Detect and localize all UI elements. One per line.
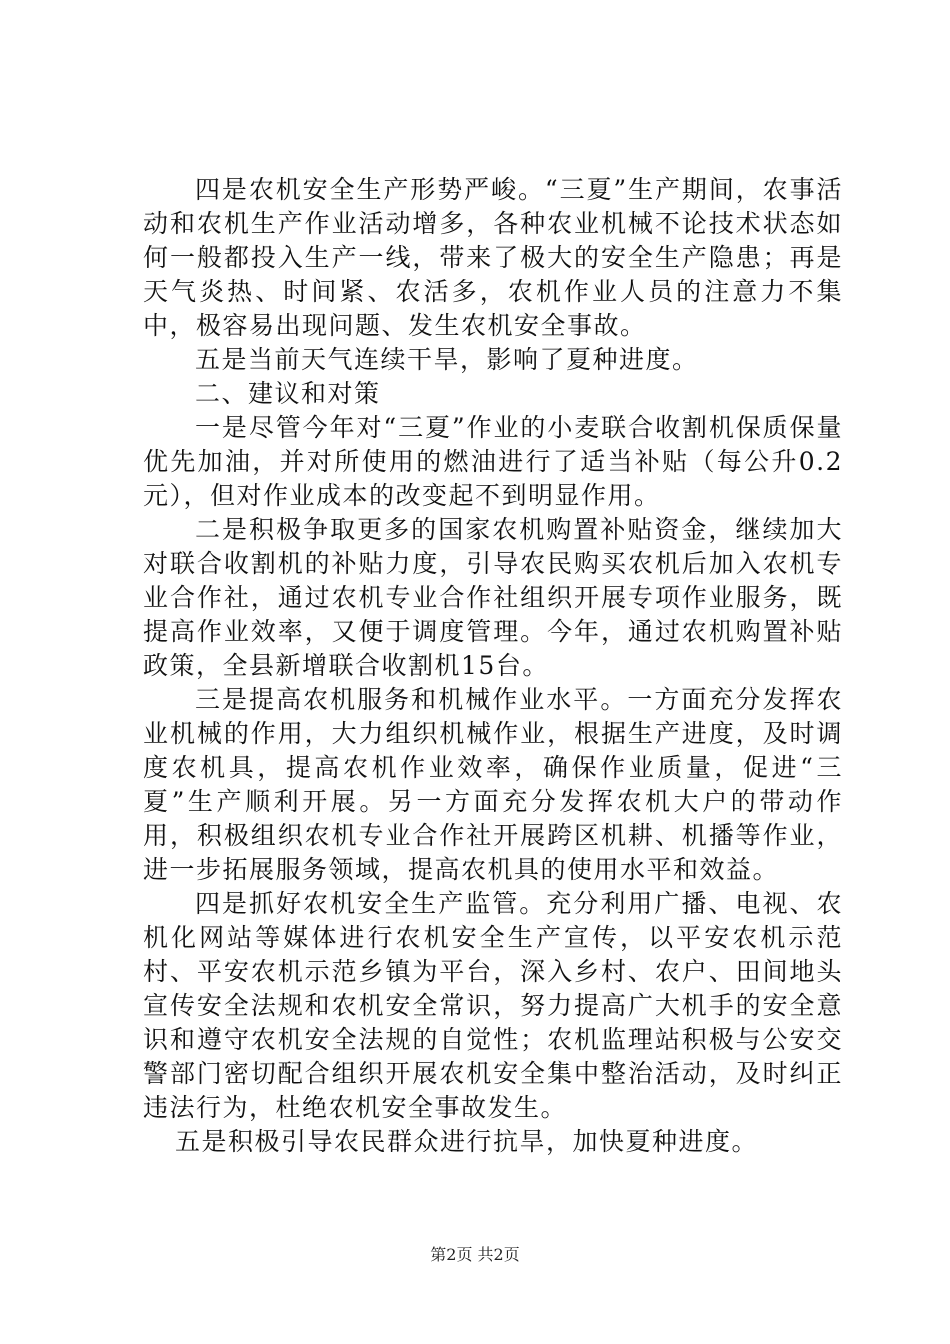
paragraph-service-level: 三是提高农机服务和机械作业水平。一方面充分发挥农业机械的作用，大力组织机械作业，根据生产进度，及时调度农机具，提高农机作业效率，确保作业质量，促进“三夏”生产顺利开展。另一方面充分发挥农机大户的带动作用，积极组织农机专业合作社开展跨区机耕、机播等作业，进一步拓展服务领域，提高农机具的使用水平和效益。 [143, 685, 843, 884]
section-heading-suggestions: 二、建议和对策 [195, 379, 381, 408]
paragraph-fuel-subsidy: 一是尽管今年对“三夏”作业的小麦联合收割机保质保量优先加油，并对所使用的燃油进行了适当补贴（每公升0.2元），但对作业成本的改变起不到明显作用。 [143, 413, 843, 510]
paragraph-purchase-subsidy: 二是积极争取更多的国家农机购置补贴资金，继续加大对联合收割机的补贴力度，引导农民购买农机后加入农机专业合作社，通过农机专业合作社组织开展专项作业服务，既提高作业效率，又便于调度管理。今年，通过农机购置补贴政策，全县新增联合收割机15台。 [143, 515, 843, 680]
paragraph-safety-supervision: 四是抓好农机安全生产监管。充分利用广播、电视、农机化网站等媒体进行农机安全生产宣传，以平安农机示范村、平安农机示范乡镇为平台，深入乡村、农户、田间地头宣传安全法规和农机安全常识，努力提高广大机手的安全意识和遵守农机安全法规的自觉性；农机监理站积极与公安交警部门密切配合组织开展农机安全集中整治活动，及时纠正违法行为，杜绝农机安全事故发生。 [143, 889, 843, 1122]
document-body [143, 173, 843, 1159]
paragraph-drought-resistance: 五是积极引导农民群众进行抗旱，加快夏种进度。 [175, 1127, 759, 1156]
paragraph-drought-impact: 五是当前天气连续干旱，影响了夏种进度。 [195, 345, 699, 374]
page-footer: 第2页 共2页 [430, 1245, 520, 1264]
paragraph-farm-safety-situation: 四是农机安全生产形势严峻。“三夏”生产期间，农事活动和农机生产作业活动增多，各种农业机械不论技术状态如何一般都投入生产一线，带来了极大的安全生产隐患；再是天气炎热、时间紧、农活多，农机作业人员的注意力不集中，极容易出现问题、发生农机安全事故。 [143, 175, 843, 340]
